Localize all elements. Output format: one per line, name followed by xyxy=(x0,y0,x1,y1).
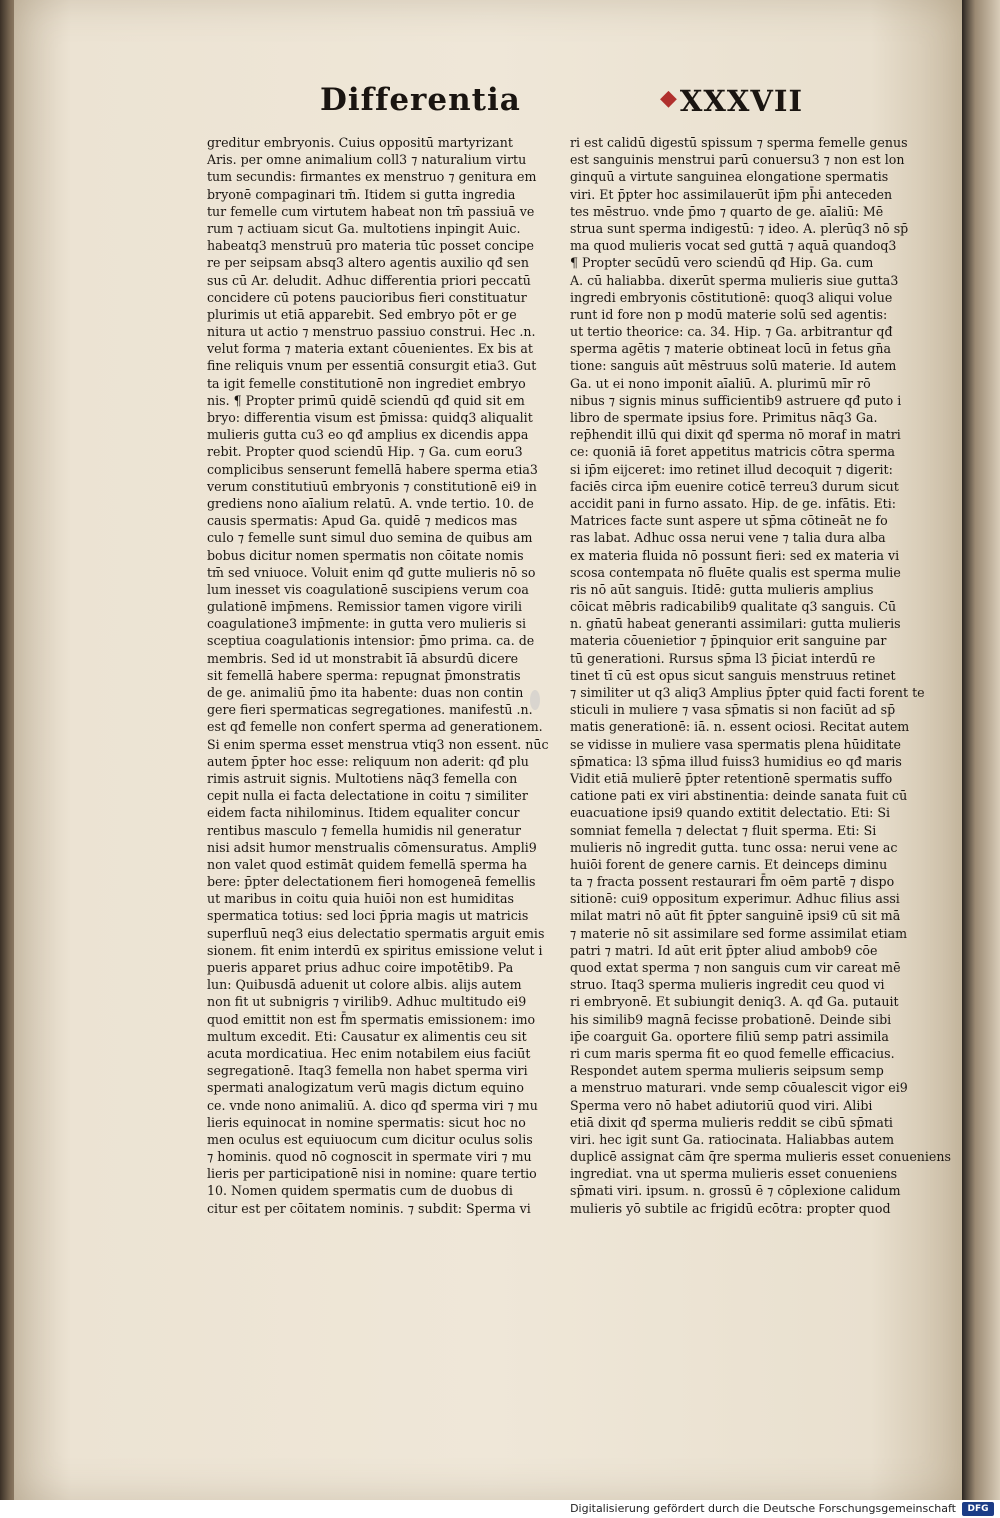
text-line: faciēs circa ip̄m euenire coticē terreu3 durum sicut xyxy=(570,478,899,494)
text-line: euacuatione ipsi9 quando extitit delectatio. Eti: Si xyxy=(570,805,891,821)
footer-credit: Digitalisierung gefördert durch die Deutsche Forschungsgemeinschaft xyxy=(570,1502,956,1515)
text-line: se vidisse in muliere vasa spermatis plena hūiditate xyxy=(570,736,901,752)
text-line: viri. hec igit sunt Ga. ratiocinata. Haliabbas autem xyxy=(570,1131,895,1147)
text-line: tū generationi. Rursus sp̄ma l3 p̄iciat interdū re xyxy=(570,650,876,666)
text-line: ras labat. Adhuc ossa nerui vene ⁊ talia dura alba xyxy=(570,530,886,546)
page-stain xyxy=(530,690,540,710)
text-line: Aris. per omne animalium coll3 ⁊ naturalium virtu xyxy=(207,152,527,168)
text-line: rep̄hendit illū qui dixit qđ sperma nō moraf in matri xyxy=(570,427,901,443)
text-line: ta ⁊ fracta possent restaurari f̄m oēm partē ⁊ dispo xyxy=(570,874,895,890)
text-line: tes mēstruo. vnde p̄mo ⁊ quarto de ge. aīaliū: Mē xyxy=(570,203,884,219)
text-line: somniat femella ⁊ delectat ⁊ fluit sperma. Eti: Si xyxy=(570,822,877,838)
text-line: non fit ut subnigris ⁊ virilib9. Adhuc multitudo ei9 xyxy=(207,994,527,1010)
text-line: patri ⁊ matri. Id aūt erit p̄pter aliud ambob9 cōe xyxy=(570,942,878,958)
text-line: grediens nono aīalium relatū. A. vnde tertio. 10. de xyxy=(207,495,534,511)
text-line: gere fieri spermaticas segregationes. manifestū .n. xyxy=(207,702,533,718)
text-line: nibus ⁊ signis minus sufficientib9 astruere qđ puto i xyxy=(570,392,902,408)
text-line: nitura ut actio ⁊ menstruo passiuo construi. Hec .n. xyxy=(207,324,536,340)
text-line: est sanguinis menstrui parū conuersu3 ⁊ non est lon xyxy=(570,152,905,168)
text-line: ut maribus in coitu quia huiōi non est humiditas xyxy=(207,891,514,907)
text-line: acuta mordicatiua. Hec enim notabilem eius faciūt xyxy=(207,1045,531,1061)
text-line: greditur embryonis. Cuius oppositū martyrizant xyxy=(207,135,513,150)
text-line: re per seipsam absq3 altero agentis auxilio qđ sen xyxy=(207,255,529,271)
text-line: mulieris nō ingredit gutta. tunc ossa: nerui vene ac xyxy=(570,839,898,855)
text-line: a menstruo maturari. vnde semp cōualescit vigor ei9 xyxy=(570,1080,908,1096)
text-line: milat matri nō aūt fit p̄pter sanguinē ipsi9 cū sit mā xyxy=(570,908,901,924)
text-line: ri est calidū digestū spissum ⁊ sperma femelle genus xyxy=(570,135,908,150)
text-line: complicibus senserunt femellā habere sperma etia3 xyxy=(207,461,538,477)
text-line: mulieris yō subtile ac frigidū ecōtra: propter quod xyxy=(570,1200,891,1216)
text-line: Sperma vero nō habet adiutoriū quod viri. Alibi xyxy=(570,1097,873,1113)
text-line: accidit pani in furno assato. Hip. de ge. infātis. Eti: xyxy=(570,495,897,511)
text-line: materia cōuenietior ⁊ p̄pinquior erit sanguine par xyxy=(570,633,887,649)
text-line: sp̄matica: l3 sp̄ma illud fuiss3 humidius eo qđ maris xyxy=(570,753,902,769)
text-line: huiōi forent de genere carnis. Et deinceps diminu xyxy=(570,856,888,872)
text-line: sionem. fit enim interdū ex spiritus emissione velut i xyxy=(207,942,543,958)
text-line: si ip̄m eijceret: imo retinet illud decoquit ⁊ digerit: xyxy=(570,461,893,477)
text-line: ⁊ similiter ut q3 aliq3 Amplius p̄pter quid facti forent te xyxy=(570,685,925,700)
text-line: n. gn̄atū habeat generanti assimilari: gutta mulieris xyxy=(570,616,901,632)
text-line: ce. vnde nono animaliū. A. dico qđ sperma viri ⁊ mu xyxy=(207,1097,538,1113)
text-line: ma quod mulieris vocat sed guttā ⁊ aquā quandoq3 xyxy=(570,238,897,254)
text-line: ut tertio theorice: ca. 34. Hip. ⁊ Ga. arbitrantur qđ xyxy=(570,324,893,340)
text-line: matis generationē: iā. n. essent ociosi. Recitat autem xyxy=(570,719,910,735)
text-line: culo ⁊ femelle sunt simul duo semina de quibus am xyxy=(207,530,533,546)
text-line: velut forma ⁊ materia extant cōuenientes. Ex bis at xyxy=(207,341,533,357)
text-line: rum ⁊ actiuam sicut Ga. multotiens inpingit Auic. xyxy=(207,220,521,236)
text-line: Matrices facte sunt aspere ut sp̄ma cōtineāt ne fo xyxy=(570,513,888,529)
text-line: lum inesset vis coagulationē suscipiens verum coa xyxy=(207,581,529,597)
text-line: tum secundis: firmantes ex menstruo ⁊ genitura em xyxy=(207,169,537,185)
text-line: strua sunt sperma indigestū: ⁊ ideo. A. plerūq3 nō sp̄ xyxy=(570,220,909,236)
text-line: rentibus masculo ⁊ femella humidis nil generatur xyxy=(207,822,522,838)
text-line: sperma agētis ⁊ materie obtineat locū in fetus gn̄a xyxy=(570,341,891,357)
text-line: cepit nulla ei facta delectatione in coitu ⁊ similiter xyxy=(207,788,528,804)
text-line: concidere cū potens paucioribus fieri constituatur xyxy=(207,289,527,305)
text-line: quod extat sperma ⁊ non sanguis cum vir careat mē xyxy=(570,960,901,975)
text-line: sit femellā habere sperma: repugnat p̄monstratis xyxy=(207,667,521,683)
text-line: struo. Itaq3 sperma mulieris ingredit ceu quod vi xyxy=(570,977,885,993)
text-line: sp̄mati viri. ipsum. n. grossū ē ⁊ cōplexione calidum xyxy=(570,1183,901,1199)
text-line: ⁊ hominis. quod nō cognoscit in spermate viri ⁊ mu xyxy=(207,1149,532,1165)
text-line: Respondet autem sperma mulieris seipsum semp xyxy=(570,1063,884,1079)
text-line: spermatica totius: sed loci p̄pria magis ut matricis xyxy=(207,908,529,924)
text-line: superfluū neq3 eius delectatio spermatis arguit emis xyxy=(207,925,545,941)
running-head-title: Differentia xyxy=(320,82,521,118)
text-line: autem p̄pter hoc esse: reliquum non aderit: qđ plu xyxy=(207,753,529,769)
text-line: men oculus est equiuocum cum dicitur oculus solis xyxy=(207,1131,533,1147)
text-line: habeatq3 menstruū pro materia tūc posset concipe xyxy=(207,238,534,254)
text-line: mulieris gutta cu3 eo qđ amplius ex dicendis appa xyxy=(207,427,529,443)
text-line: cōicat mēbris radicabilib9 qualitate q3 sanguis. Cū xyxy=(570,599,897,615)
text-line: sceptiua coagulationis intensior: p̄mo prima. ca. de xyxy=(207,633,535,649)
text-line: scosa contempata nō fluēte qualis est sperma mulie xyxy=(570,564,901,580)
text-line: est qđ femelle non confert sperma ad generationem. xyxy=(207,719,543,735)
text-line: multum excedit. Eti: Causatur ex alimentis ceu sit xyxy=(207,1028,527,1044)
text-line: rebit. Propter quod sciendū Hip. ⁊ Ga. cum eoru3 xyxy=(207,444,523,460)
text-line: sticuli in muliere ⁊ vasa sp̄matis si non faciūt ad sp̄ xyxy=(570,702,896,718)
text-line: verum constitutiuū embryonis ⁊ constitutionē ei9 in xyxy=(207,478,537,494)
text-line: catione pati ex viri abstinentia: deinde sanata fuit cū xyxy=(570,788,908,804)
text-line: Ga. ut ei nono imponit aīaliū. A. plurimū mīr rō xyxy=(570,375,871,391)
text-line: tinet tī cū est opus sicut sanguis menstruus retinet xyxy=(570,667,896,683)
text-line: ⁊ materie nō sit assimilare sed forme assimilat etiam xyxy=(570,925,908,941)
text-line: ingredi embryonis cōstitutionē: quoq3 aliqui volue xyxy=(570,289,893,305)
text-line: duplicē assignat cām q̄re sperma mulieris esset conueniens xyxy=(570,1149,951,1165)
text-line: ta igit femelle constitutionē non ingrediet embryo xyxy=(207,375,526,391)
text-line: segregationē. Itaq3 femella non habet sperma viri xyxy=(207,1063,528,1079)
left-text-column xyxy=(207,134,547,1217)
text-line: ris nō aūt sanguis. Itidē: gutta mulieris amplius xyxy=(570,581,874,597)
text-line: tur femelle cum virtutem habeat non tm̄ passiuā ve xyxy=(207,203,535,219)
text-line: citur est per cōitatem nominis. ⁊ subdit: Sperma vi xyxy=(207,1200,531,1216)
text-line: bryo: differentia visum est p̄missa: quidq3 aliqualit xyxy=(207,410,533,425)
text-line: bryonē compaginari tm̄. Itidem si gutta ingredia xyxy=(207,186,516,202)
rubric-mark-icon: ◆ xyxy=(660,85,678,111)
text-line: ginquū a virtute sanguinea elongatione spermatis xyxy=(570,169,889,185)
text-line: de ge. animaliū p̄mo ita habente: duas non contin xyxy=(207,685,524,700)
text-line: etiā dixit qđ sperma mulieris reddit se cibū sp̄mati xyxy=(570,1114,893,1130)
text-line: Si enim sperma esset menstrua vtiq3 non essent. nūc xyxy=(207,736,549,752)
text-line: Vidit etiā mulierē p̄pter retentionē spermatis suffo xyxy=(570,770,893,786)
text-line: ri cum maris sperma fit eo quod femelle efficacius. xyxy=(570,1045,895,1061)
text-line: pueris apparet prius adhuc coire impotētib9. Pa xyxy=(207,960,514,975)
dfg-logo: DFG xyxy=(962,1502,994,1516)
text-line: ip̄e coarguit Ga. oportere filiū semp patri assimila xyxy=(570,1028,889,1044)
text-line: non valet quod estimāt quidem femellā sperma ha xyxy=(207,856,528,872)
text-line: spermati analogizatum verū magis dictum equino xyxy=(207,1080,524,1096)
text-line: 10. Nomen quidem spermatis cum de duobus di xyxy=(207,1183,513,1199)
text-line: nis. ¶ Propter primū quidē sciendū qđ quid sit em xyxy=(207,392,525,408)
text-line: ex materia fluida nō possunt fieri: sed ex materia vi xyxy=(570,547,900,563)
text-line: libro de spermate ipsius fore. Primitus nāq3 Ga. xyxy=(570,410,878,425)
text-line: tione: sanguis aūt mēstruus solū materie. Id autem xyxy=(570,358,897,374)
text-line: sus cū Ar. deludit. Adhuc differentia priori peccatū xyxy=(207,272,531,288)
right-text-column xyxy=(570,134,951,1217)
folio-label: XXXVII xyxy=(679,84,804,118)
text-line: runt id fore non p modū materie solū sed agentis: xyxy=(570,306,888,322)
text-line: bere: p̄pter delectationem fieri homogeneā femellis xyxy=(207,874,536,890)
text-line: lieris per participationē nisi in nomine: quare tertio xyxy=(207,1166,537,1182)
text-line: ce: quoniā iā foret appetitus matricis cōtra sperma xyxy=(570,444,896,460)
text-line: ingrediat. vna ut sperma mulieris esset conueniens xyxy=(570,1166,898,1182)
text-line: tm̄ sed vniuoce. Voluit enim qđ gutte mulieris nō so xyxy=(207,564,536,580)
text-line: nisi adsit humor menstrualis cōmensuratus. Ampli9 xyxy=(207,839,537,855)
text-line: fine reliquis vnum per essentiā consurgit etia3. Gut xyxy=(207,358,537,374)
text-line: ¶ Propter secūdū vero sciendū qđ Hip. Ga. cum xyxy=(570,255,874,271)
text-line: eidem facta nihilominus. Itidem equaliter concur xyxy=(207,805,520,821)
text-line: lun: Quibusdā aduenit ut colore albis. alijs autem xyxy=(207,977,522,993)
text-line: sitionē: cui9 oppositum experimur. Adhuc filius assi xyxy=(570,891,900,907)
text-line: plurimis ut etiā apparebit. Sed embryo pōt er ge xyxy=(207,306,517,322)
text-line: his similib9 magnā fecisse probationē. Deinde sibi xyxy=(570,1011,892,1027)
text-line: gulationē imp̄mens. Remissior tamen vigore virili xyxy=(207,599,523,615)
folio-number xyxy=(660,84,803,118)
text-line: quod emittit non est f̄m spermatis emissionem: imo xyxy=(207,1011,536,1027)
text-line: viri. Et p̄pter hoc assimilauerūt ip̄m ph̄i anteceden xyxy=(570,186,893,202)
text-line: bobus dicitur nomen spermatis non cōitate nomis xyxy=(207,547,524,563)
facing-page-edge xyxy=(962,0,1000,1500)
text-line: coagulatione3 imp̄mente: in gutta vero mulieris si xyxy=(207,616,527,632)
text-line: causis spermatis: Apud Ga. quidē ⁊ medicos mas xyxy=(207,513,518,529)
text-line: ri embryonē. Et subiungit deniq3. A. qđ Ga. putauit xyxy=(570,994,899,1010)
text-line: A. cū haliabba. dixerūt sperma mulieris siue gutta3 xyxy=(570,272,899,288)
text-line: lieris equinocat in nomine spermatis: sicut hoc no xyxy=(207,1114,526,1130)
text-line: membris. Sed id ut monstrabit īā absurdū dicere xyxy=(207,650,519,666)
digitization-footer xyxy=(0,1500,1000,1518)
text-line: rimis astruit signis. Multotiens nāq3 femella con xyxy=(207,770,518,786)
